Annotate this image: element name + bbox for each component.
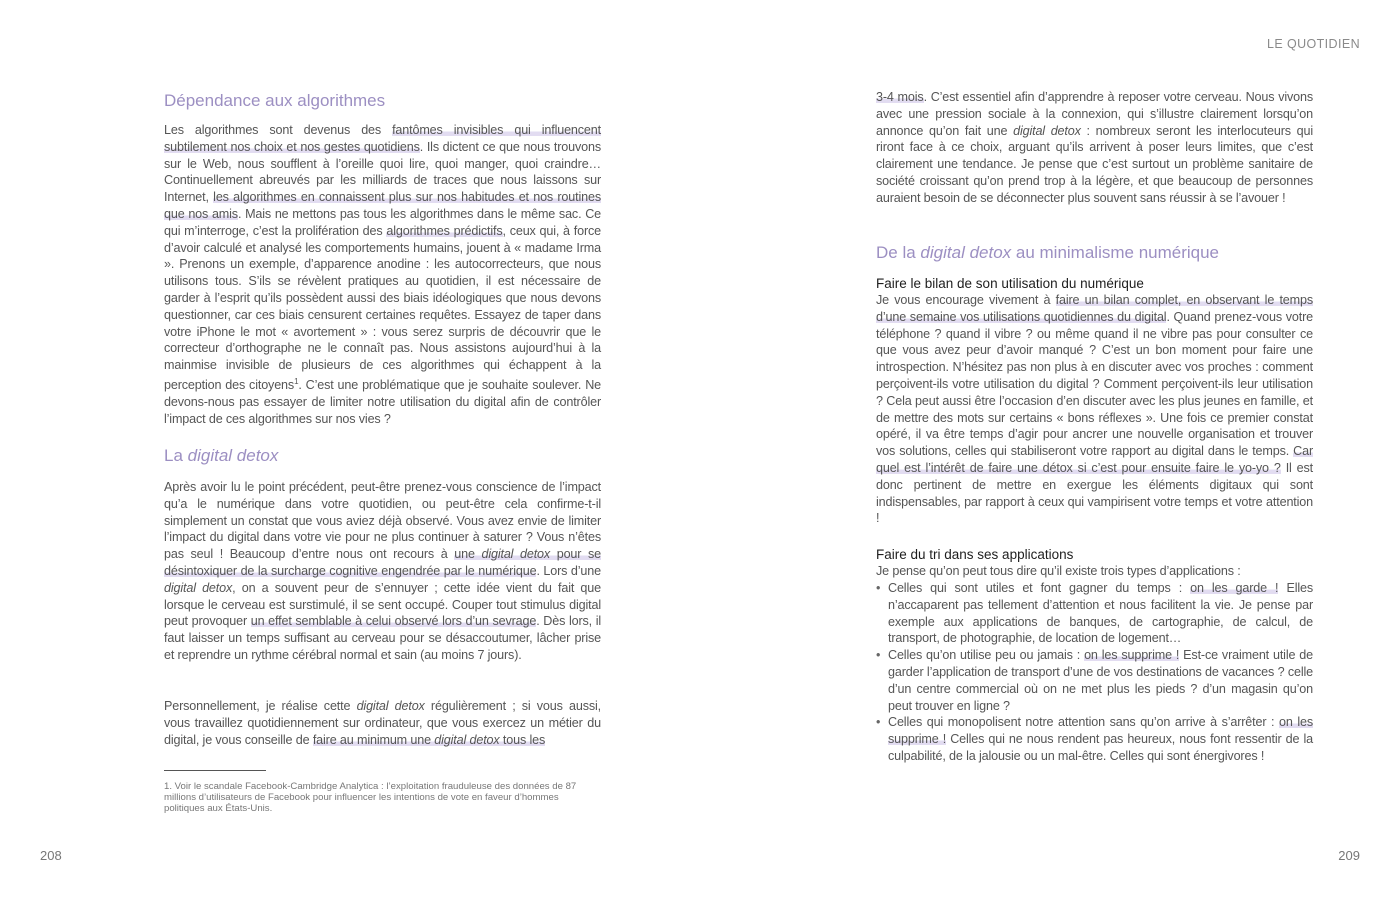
highlighted-text: algorithmes prédictifs — [386, 223, 503, 238]
highlighted-text: tous les — [499, 732, 546, 747]
paragraph-tri-intro: Je pense qu’on peut tous dire qu’il existe trois types d’applications : — [876, 564, 1241, 578]
subsection-title-tri: Faire du tri dans ses applications — [876, 547, 1074, 562]
highlighted-text: faire au minimum une — [312, 732, 435, 747]
italic-text: digital detox — [1013, 123, 1081, 138]
paragraph-detox-2: Personnellement, je réalise cette digital detox régulièrement ; si vous aussi, vous travaillez quotidiennement sur ordinateur, que vous exercez un métier du digital, je vous conseille de faire au minimum une digital detox tous les — [164, 699, 601, 747]
footnote-marker: 1 — [294, 376, 299, 386]
running-header: LE QUOTIDIEN — [1266, 37, 1360, 51]
title-suffix: au minimalisme numérique — [1011, 243, 1220, 262]
paragraph-algorithms: Les algorithmes sont devenus des fantômes invisibles qui influencent subtilement nos choix et nos gestes quotidiens. Ils dictent ce que nous trouvons sur le Web, nous soufflent à l’oreille quoi lire, quoi manger, quoi craindre… Continuellement abreuvés par les milliards de traces que nous laissons sur Internet, les algorithmes en connaissent plus sur nos habitudes et nos routines que nos amis. Mais ne mettons pas tous les algorithmes dans le même sac. Ce qui m’interroge, c’est la prolifération des algorithmes prédictifs, ceux qui, à force d’avoir calculé et analysé les comportements humains, jouent à « madame Irma ». Prenons un exemple, d’apparence anodine : les autocorrecteurs, que nous utilisons tous. S’ils se révèlent pratiques au quotidien, il est nécessaire de garder à l’esprit qu’ils possèdent aussi des biais idéologiques que nous devons questionner, car ces biais censurent certaines requêtes. Essayez de taper dans votre iPhone le mot « avortement » : vous serez surpris de découvrir que le correcteur d’orthographe ne le connaît pas. Nous assistons aujourd’hui à la mainmise invisible de plusieurs de ces algorithmes qui échappent à la perception des citoyens$^1$. C’est une problématique que je souhaite soulever. Ne devons-nous pas essayer de limiter notre utilisation du digital afin de contrôler l’impact de ces algorithmes sur nos vies ? — [164, 123, 601, 426]
title-italic: digital detox — [920, 243, 1012, 262]
highlighted-text: une — [454, 547, 482, 562]
highlighted-text: faire un bilan complet, en observant le temps d’une semaine vos utilisations quotidiennes du digital — [876, 293, 1313, 324]
section-title-algorithms: Dépendance aux algorithmes — [164, 91, 386, 110]
highlighted-text: Car quel est l’intérêt de faire une détox si c’est pour ensuite faire le yo-yo ? — [876, 444, 1313, 475]
title-prefix: De la — [876, 243, 921, 262]
footnote-rule — [164, 770, 266, 771]
subsection-title-bilan: Faire le bilan de son utilisation du numérique — [876, 276, 1144, 291]
section-title-digital-detox — [164, 445, 601, 467]
page-number-left: 208 — [40, 848, 62, 863]
highlighted-text: fantômes invisibles qui influencent subtilement nos choix et nos gestes quotidiens — [164, 123, 601, 154]
highlighted-text: on les supprime ! — [1084, 648, 1180, 663]
section-title-minimalism — [876, 242, 1313, 264]
highlighted-text: un effet semblable à celui observé lors d’un sevrage — [250, 614, 537, 629]
highlighted-text: les algorithmes en connaissent plus sur nos habitudes et nos routines que nos amis — [164, 190, 601, 221]
list-item: • Celles qui monopolisent notre attention sans qu’on arrive à s’arrêter : on les supprime ! Celles qui ne nous rendent pas heureux, nous font ressentir de la culpabilité, de la jalousie ou un mal-être. Celles qui sont énergivores ! — [888, 714, 1313, 764]
highlighted-text: pour se désintoxiquer de la surcharge cognitive engendrée par le numérique — [164, 547, 601, 578]
page-number-right: 209 — [1338, 848, 1360, 863]
list-item: • Celles qu’on utilise peu ou jamais : on les supprime ! Est-ce vraiment utile de garder l’application de transport d’une de vos destinations de vacances ? celle d’un centre commercial où on ne met plus les pieds ? d’un magasin qu’on peut trouver en ligne ? — [888, 647, 1313, 714]
highlighted-text: 3-4 mois — [876, 90, 924, 104]
italic-text: digital detox — [356, 699, 425, 713]
highlighted-italic-text: digital detox — [481, 547, 551, 562]
title-italic: digital detox — [187, 446, 279, 465]
app-types-list — [876, 580, 1313, 765]
highlighted-text: on les supprime ! — [888, 715, 1313, 747]
paragraph-bilan: Je vous encourage vivement à faire un bilan complet, en observant le temps d’une semaine vos utilisations quotidiennes du digital. Quand prenez-vous votre téléphone ? quand il vibre ? ou même quand il ne vibre pas pour consulter ce que vous avez peur d’avoir manqué ? C’est un bon moment pour faire une introspection. N’hésitez pas non plus à en discuter avec vos proches : comment perçoivent-ils votre utilisation du digital ? Comment perçoivent-ils leur utilisation ? Cela peut aussi être l’occasion d’en discuter avec les plus jeunes en famille, et de mettre des mots sur certains « bons réflexes ». Une fois ce premier constat opéré, il va être temps d’agir pour ancrer une nouvelle organisation et trouver vos solutions, celles qui stabiliseront votre rapport au digital dans le temps. Car quel est l’intérêt de faire une détox si c’est pour ensuite faire le yo-yo ? Il est donc pertinent de mettre en exergue les éléments digitaux qui sont indispensables, par rapport à ceux qui vampirisent votre temps et votre attention ! — [876, 293, 1314, 526]
list-item: • Celles qui sont utiles et font gagner du temps : on les garde ! Elles n’accaparent pas tellement d’attention et nous facilitent la vie. Je pense par exemple aux applications de banques, de cartographie, de calcul, de transport, de photographie, de location de logement… — [888, 580, 1313, 647]
highlighted-text: on les garde ! — [1190, 581, 1279, 595]
italic-text: digital detox — [164, 580, 233, 595]
paragraph-continuation: 3-4 mois. C’est essentiel afin d’apprendre à reposer votre cerveau. Nous vivons avec une pression sociale à la connexion, qui s’illustre clairement lorsqu’on annonce qu’on fait une digital detox : nombreux seront les interlocuteurs qui riront face à ce choix, arguant qu’ils arrivent à poser leurs limites, que c’est clairement une tendance. Je pense que c’est surtout un problème sanitaire de société croissant qu’on prend trop à la légère, et que beaucoup de personnes auraient besoin de se déconnecter plus souvent sans réussir à se l’avouer ! — [876, 90, 1314, 205]
footnote: 1. Voir le scandale Facebook-Cambridge Analytica : l’exploitation frauduleuse des données de 87 millions d’utilisateurs de Facebook pour influencer les intentions de vote en faveur d’hommes politiques aux États-Unis. — [164, 781, 577, 814]
title-prefix: La — [164, 446, 188, 465]
highlighted-italic-text: digital detox — [434, 732, 500, 747]
paragraph-detox-1: Après avoir lu le point précédent, peut-être prenez-vous conscience de l’impact qu’a le numérique dans votre quotidien, ou peut-être cela confirme-t-il simplement un constat que vous aviez déjà observé. Vous avez envie de limiter l’impact du digital dans votre vie pour ne plus continuer à saturer ? Vous n’êtes pas seul ! Beaucoup d’entre nous ont recours à une digital detox pour se désintoxiquer de la surcharge cognitive engendrée par le numérique. Lors d’une digital detox, on a souvent peur de s’ennuyer ; cette idée vient du fait que lorsque le cerveau est surstimulé, il se sent occupé. Couper tout stimulus digital peut provoquer un effet semblable à celui observé lors d’un sevrage. Dès lors, il faut laisser un temps suffisant au cerveau pour se désaccoutumer, lâcher prise et reprendre un rythme cérébral normal et sain (au moins 7 jours). — [164, 480, 602, 662]
